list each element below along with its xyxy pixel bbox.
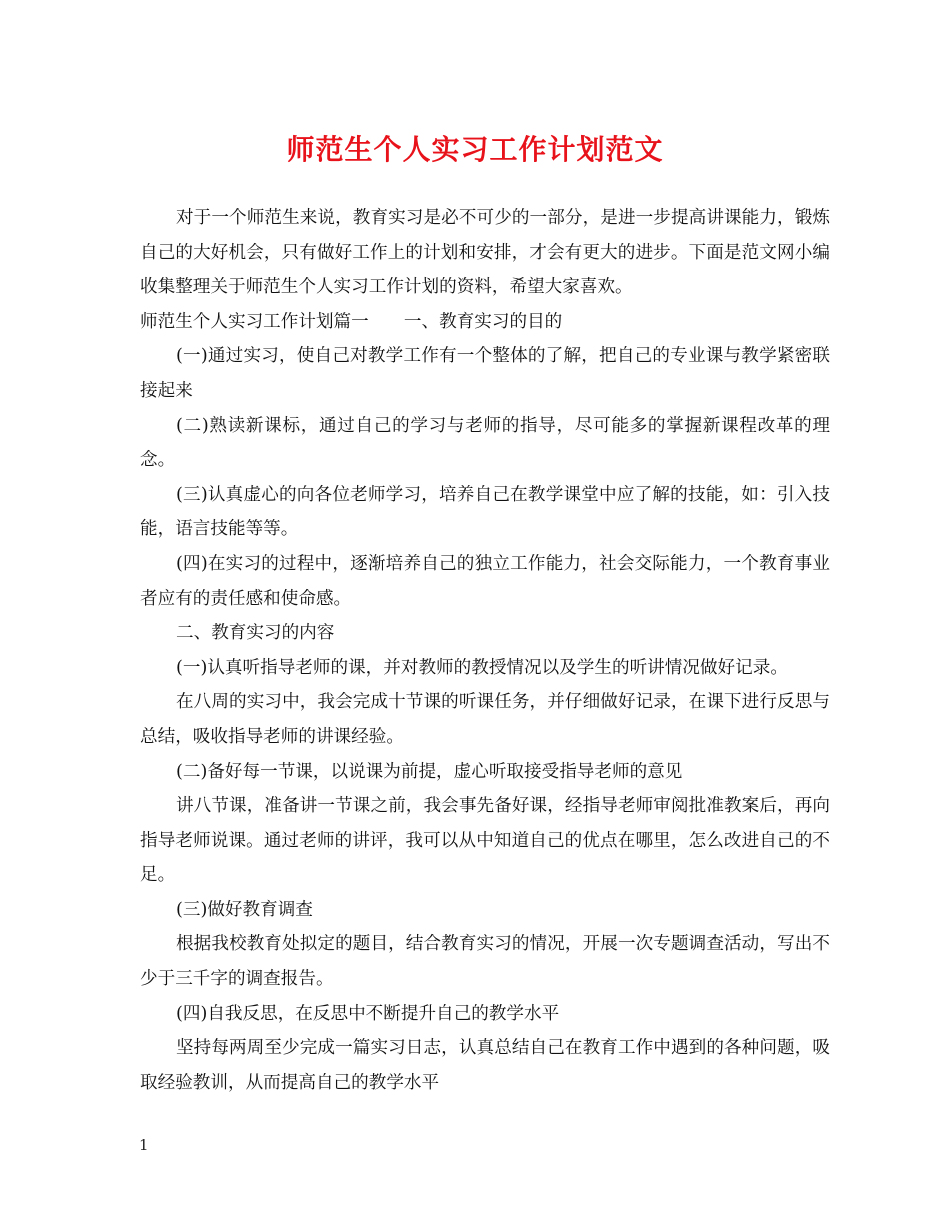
paragraph: (二)备好每一节课，以说课为前提，虚心听取接受指导老师的意见 bbox=[176, 761, 683, 782]
page-number: 1 bbox=[139, 1136, 149, 1154]
paragraph: (三)做好教育调查 bbox=[176, 899, 313, 920]
paragraph: 根据我校教育处拟定的题目，结合教育实习的情况，开展一次专题调查活动，写出不少于三千字的调查报告。 bbox=[140, 934, 830, 990]
paragraph: 讲八节课，准备讲一节课之前，我会事先备好课，经指导老师审阅批准教案后，再向指导老师说课。通过老师的讲评，我可以从中知道自己的优点在哪里，怎么改进自己的不足。 bbox=[140, 796, 830, 886]
paragraph: (四)在实习的过程中，逐渐培养自己的独立工作能力，社会交际能力，一个教育事业者应有的责任感和使命感。 bbox=[140, 553, 830, 609]
paragraph: 坚持每两周至少完成一篇实习日志，认真总结自己在教育工作中遇到的各种问题，吸取经验教训，从而提高自己的教学水平 bbox=[140, 1038, 830, 1093]
paragraph: 在八周的实习中，我会完成十节课的听课任务，并仔细做好记录，在课下进行反思与总结，吸收指导老师的讲课经验。 bbox=[140, 692, 830, 747]
paragraph: 师范生个人实习工作计划篇一 一、教育实习的目的 bbox=[140, 311, 563, 332]
paragraph: (二)熟读新课标，通过自己的学习与老师的指导，尽可能多的掌握新课程改革的理念。 bbox=[140, 415, 830, 471]
document-title: 师范生个人实习工作计划范文 bbox=[286, 133, 664, 166]
paragraph: 对于一个师范生来说，教育实习是必不可少的一部分，是进一步提高讲课能力，锻炼自己的大好机会，只有做好工作上的计划和安排，才会有更大的进步。下面是范文网小编收集整理关于师范生个人实习工作计划的资料，希望大家喜欢。 bbox=[140, 208, 830, 298]
paragraph: (一)通过实习，使自己对教学工作有一个整体的了解，把自己的专业课与教学紧密联接起来 bbox=[140, 346, 830, 401]
paragraph: (一)认真听指导老师的课，并对教师的教授情况以及学生的听讲情况做好记录。 bbox=[176, 657, 788, 678]
document-body bbox=[140, 201, 830, 1100]
section-heading: 二、教育实习的内容 bbox=[176, 623, 335, 644]
paragraph: (四)自我反思，在反思中不断提升自己的教学水平 bbox=[176, 1003, 560, 1024]
paragraph: (三)认真虚心的向各位老师学习，培养自己在教学课堂中应了解的技能，如：引入技能，语言技能等等。 bbox=[140, 484, 830, 540]
